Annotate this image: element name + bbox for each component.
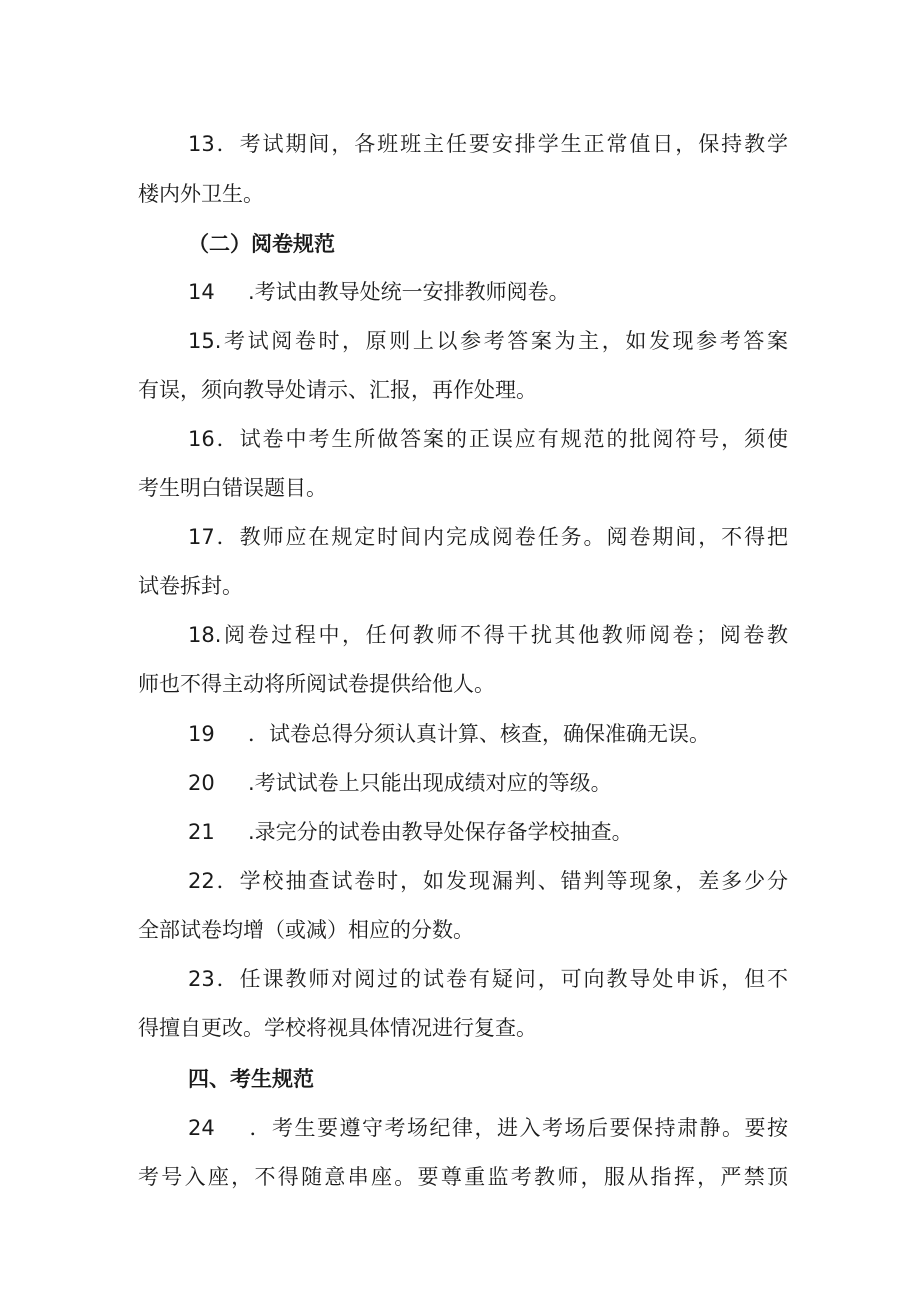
clause-17	[188, 523, 788, 551]
clause-24-continuation: 考号入座，不得随意串座。要尊重监考教师，服从指挥，严禁顶	[138, 1165, 788, 1189]
clause-15	[188, 327, 788, 355]
clause-16-continuation: 考生明白错误题目。	[138, 476, 327, 500]
clause-number: 20	[188, 771, 215, 795]
clause-16	[188, 425, 788, 453]
clause-number: 22	[188, 869, 215, 893]
clause-18	[188, 621, 788, 649]
clause-number: 21	[188, 820, 215, 844]
clause-text: ．试卷总得分须认真计算、核查，确保准确无误。	[248, 722, 710, 746]
clause-text: .阅卷过程中，任何教师不得干扰其他教师阅卷；阅卷教	[214, 623, 788, 647]
clause-number: 18	[188, 623, 215, 647]
clause-text: .考试由教导处统一安排教师阅卷。	[248, 280, 570, 304]
clause-19	[188, 720, 788, 748]
clause-number: 17	[188, 525, 215, 549]
clause-number: 13	[188, 132, 215, 156]
clause-text: .录完分的试卷由教导处保存备学校抽查。	[248, 820, 633, 844]
clause-number: 16	[188, 427, 215, 451]
clause-20	[188, 769, 788, 797]
clause-23-continuation: 得擅自更改。学校将视具体情况进行复查。	[138, 1016, 537, 1040]
clause-text: ．考试期间，各班班主任要安排学生正常值日，保持教学	[214, 132, 788, 156]
clause-text: .考试试卷上只能出现成绩对应的等级。	[248, 771, 612, 795]
clause-22	[188, 867, 788, 895]
clause-number: 24	[188, 1116, 215, 1140]
clause-text: ．试卷中考生所做答案的正误应有规范的批阅符号，须使	[214, 427, 788, 451]
clause-text: ．任课教师对阅过的试卷有疑问，可向教导处申诉，但不	[214, 967, 788, 991]
clause-13	[188, 130, 788, 158]
clause-18-continuation: 师也不得主动将所阅试卷提供给他人。	[138, 672, 495, 696]
section-heading-marking: （二）阅卷规范	[188, 232, 335, 256]
section-heading-examinee: 四、考生规范	[188, 1067, 314, 1091]
clause-24	[188, 1114, 788, 1142]
clause-number: 15	[188, 329, 215, 353]
clause-22-continuation: 全部试卷均增（或减）相应的分数。	[138, 918, 474, 942]
clause-number: 19	[188, 722, 215, 746]
clause-21	[188, 818, 788, 846]
clause-number: 14	[188, 280, 215, 304]
clause-text: ．学校抽查试卷时，如发现漏判、错判等现象，差多少分	[214, 869, 788, 893]
clause-number: 23	[188, 967, 215, 991]
clause-17-continuation: 试卷拆封。	[138, 574, 243, 598]
clause-13-continuation: 楼内外卫生。	[138, 182, 264, 206]
clause-text: ．教师应在规定时间内完成阅卷任务。阅卷期间，不得把	[214, 525, 788, 549]
clause-15-continuation: 有误，须向教导处请示、汇报，再作处理。	[138, 378, 537, 402]
clause-23	[188, 965, 788, 993]
clause-text: ．考生要遵守考场纪律，进入考场后要保持肃静。要按	[248, 1116, 788, 1140]
clause-14	[188, 278, 788, 306]
clause-text: .考试阅卷时，原则上以参考答案为主，如发现参考答案	[214, 329, 788, 353]
